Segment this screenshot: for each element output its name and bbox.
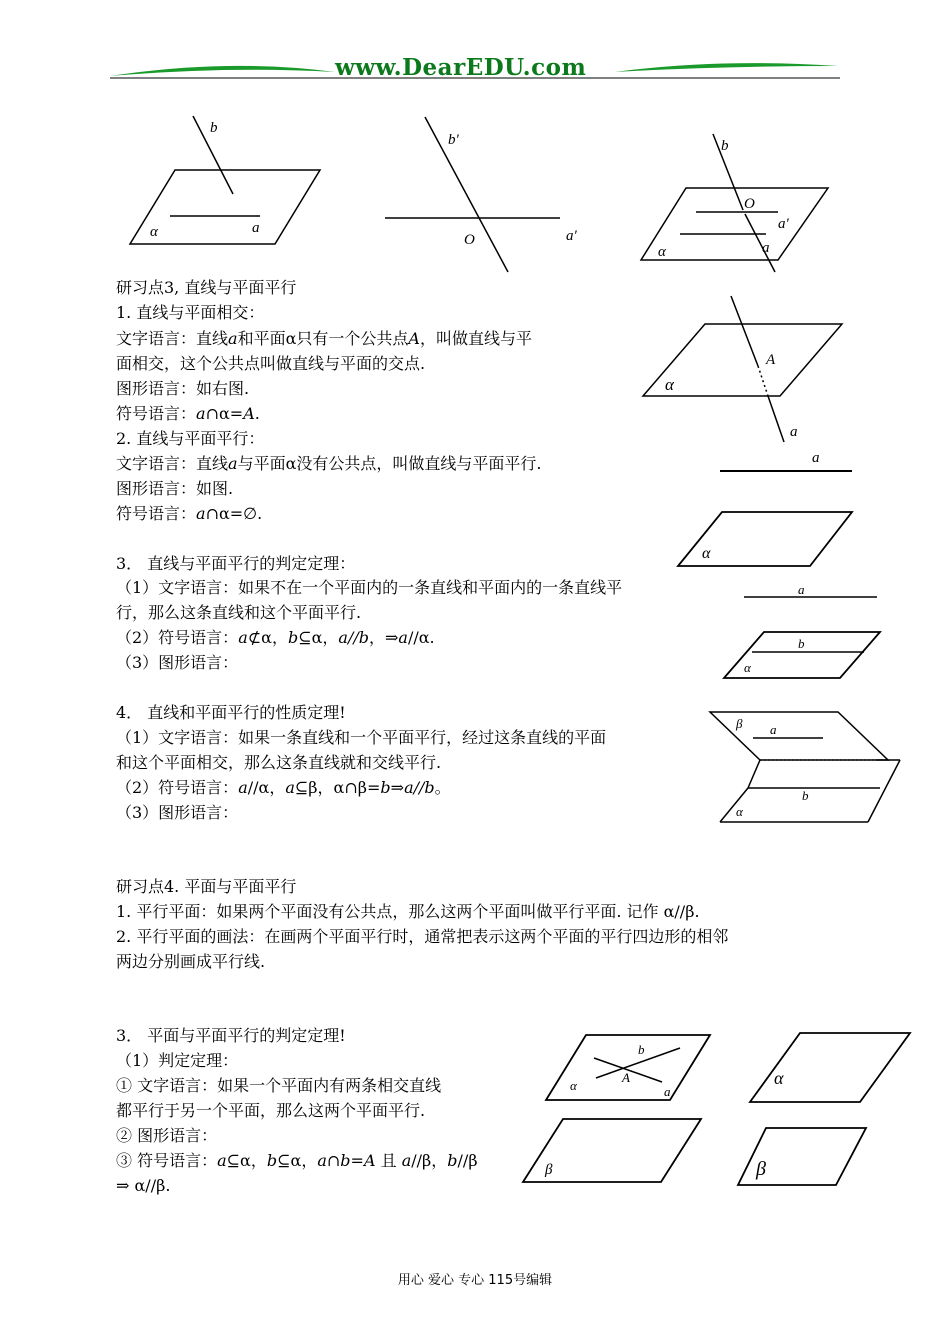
sec4-line2: 2. 平行平面的画法：在画两个平面平行时，通常把表示这两个平面的平行四边形的相邻 (116, 927, 729, 946)
fig6-label-a: a (798, 582, 805, 597)
fig8-label-alpha: α (570, 1078, 577, 1093)
fig4-label-alpha: α (665, 375, 674, 394)
fig11-label-beta: β (756, 1158, 766, 1180)
thm5-line3: 都平行于另一个平面，那么这两个平面平行. (116, 1101, 426, 1120)
fig7-label-b: b (802, 788, 809, 803)
fig7-label-beta: β (736, 716, 743, 731)
section-3-title: 研习点3, 直线与平面平行 (116, 278, 297, 297)
fig6-label-alpha: α (744, 660, 751, 675)
fig1-label-alpha: α (150, 224, 158, 240)
thm5-line2: ① 文字语言：如果一个平面内有两条相交直线 (116, 1076, 442, 1095)
thm3-title: 3． 直线与平面平行的判定定理： (116, 554, 356, 573)
figure-parallel-property (708, 708, 908, 826)
thm3-symbol: （2）符号语言：a⊄α，b⊆α，a//b，⇒a//α. (116, 628, 435, 647)
fig1-label-b: b (210, 120, 218, 136)
p1-text-line2: 面相交，这个公共点叫做直线与平面的交点. (116, 354, 426, 373)
header-site-name: www.DearEDU.com (335, 54, 587, 81)
fig10-label-beta: β (545, 1162, 553, 1178)
thm3-graph: （3）图形语言： (116, 653, 239, 672)
page-footer: 用心 爱心 专心 115号编辑 (397, 1273, 553, 1288)
sec4-line3: 两边分别画成平行线. (116, 952, 266, 971)
p1-title: 1. 直线与平面相交： (116, 303, 265, 322)
fig5-label-a: a (812, 450, 820, 466)
p1-symbol: 符号语言：a∩α=A. (116, 404, 260, 423)
figure-plane-crossing-lines (544, 1032, 714, 1104)
fig3-label-a-prime: a′ (778, 216, 789, 232)
thm4-line1: （1）文字语言：如果一条直线和一个平面平行，经过这条直线的平面 (116, 728, 607, 747)
p2-symbol: 符号语言：a∩α=∅. (116, 504, 263, 523)
fig4-label-a: a (790, 424, 798, 440)
thm5-title: 3． 平面与平面平行的判定定理! (116, 1026, 346, 1045)
figure-plane-alpha (748, 1030, 914, 1106)
fig5-label-alpha: α (702, 545, 711, 562)
section-4-title: 研习点4. 平面与平面平行 (116, 877, 297, 896)
figure-line-plane-skew (125, 112, 325, 252)
p2-title: 2. 直线与平面平行： (116, 429, 265, 448)
thm3-line2: 行，那么这条直线和这个平面平行. (116, 603, 362, 622)
fig3-label-b: b (721, 138, 729, 154)
fig8-label-a-point: A (622, 1070, 630, 1085)
p1-text-line1: 文字语言：直线a和平面α只有一个公共点A，叫做直线与平 (116, 329, 532, 348)
p2-graph: 图形语言：如图. (116, 479, 234, 498)
thm5-line6: ⇒ α//β. (116, 1176, 171, 1195)
figure-line-intersects-plane (640, 294, 845, 444)
thm5-line1: （1）判定定理： (116, 1051, 239, 1070)
thm4-graph: （3）图形语言： (116, 803, 239, 822)
figure-plane-beta-left (521, 1116, 705, 1186)
fig9-label-alpha: α (774, 1068, 784, 1088)
sec4-line1: 1. 平行平面：如果两个平面没有公共点，那么这两个平面叫做平行平面. 记作 α//β. (116, 902, 700, 921)
figure-intersecting-lines (380, 112, 590, 282)
thm5-line4: ② 图形语言： (116, 1126, 218, 1145)
thm4-line2: 和这个平面相交，那么这条直线就和交线平行. (116, 753, 442, 772)
fig8-label-a: a (664, 1084, 671, 1099)
p1-graph: 图形语言：如右图. (116, 379, 250, 398)
figure-plane-beta-right (736, 1125, 870, 1191)
figure-line-parallel-plane (670, 446, 855, 571)
fig7-label-a: a (770, 722, 777, 737)
thm5-symbol: ③ 符号语言：a⊆α，b⊆α，a∩b=A 且 a//β，b//β (116, 1151, 478, 1170)
thm4-symbol: （2）符号语言：a//α，a⊆β，α∩β=b⇒a//b。 (116, 778, 451, 797)
thm3-line1: （1）文字语言：如果不在一个平面内的一条直线和平面内的一条直线平 (116, 578, 623, 597)
thm4-title: 4． 直线和平面平行的性质定理! (116, 703, 346, 722)
fig6-label-b: b (798, 636, 805, 651)
fig3-label-o: O (744, 196, 755, 212)
fig3-label-a: a (762, 240, 770, 256)
fig2-label-b: b′ (448, 132, 459, 148)
fig8-label-b: b (638, 1042, 645, 1057)
fig1-label-a: a (252, 220, 260, 236)
figure-plane-two-lines (638, 132, 838, 272)
figure-parallel-judgement (722, 582, 882, 682)
fig7-label-alpha: α (736, 804, 743, 819)
fig2-label-a: a′ (566, 228, 577, 244)
fig4-label-a-point: A (766, 352, 776, 368)
fig2-label-o: O (464, 232, 475, 248)
p2-text: 文字语言：直线a与平面α没有公共点，叫做直线与平面平行. (116, 454, 542, 473)
fig3-label-alpha: α (658, 244, 666, 260)
